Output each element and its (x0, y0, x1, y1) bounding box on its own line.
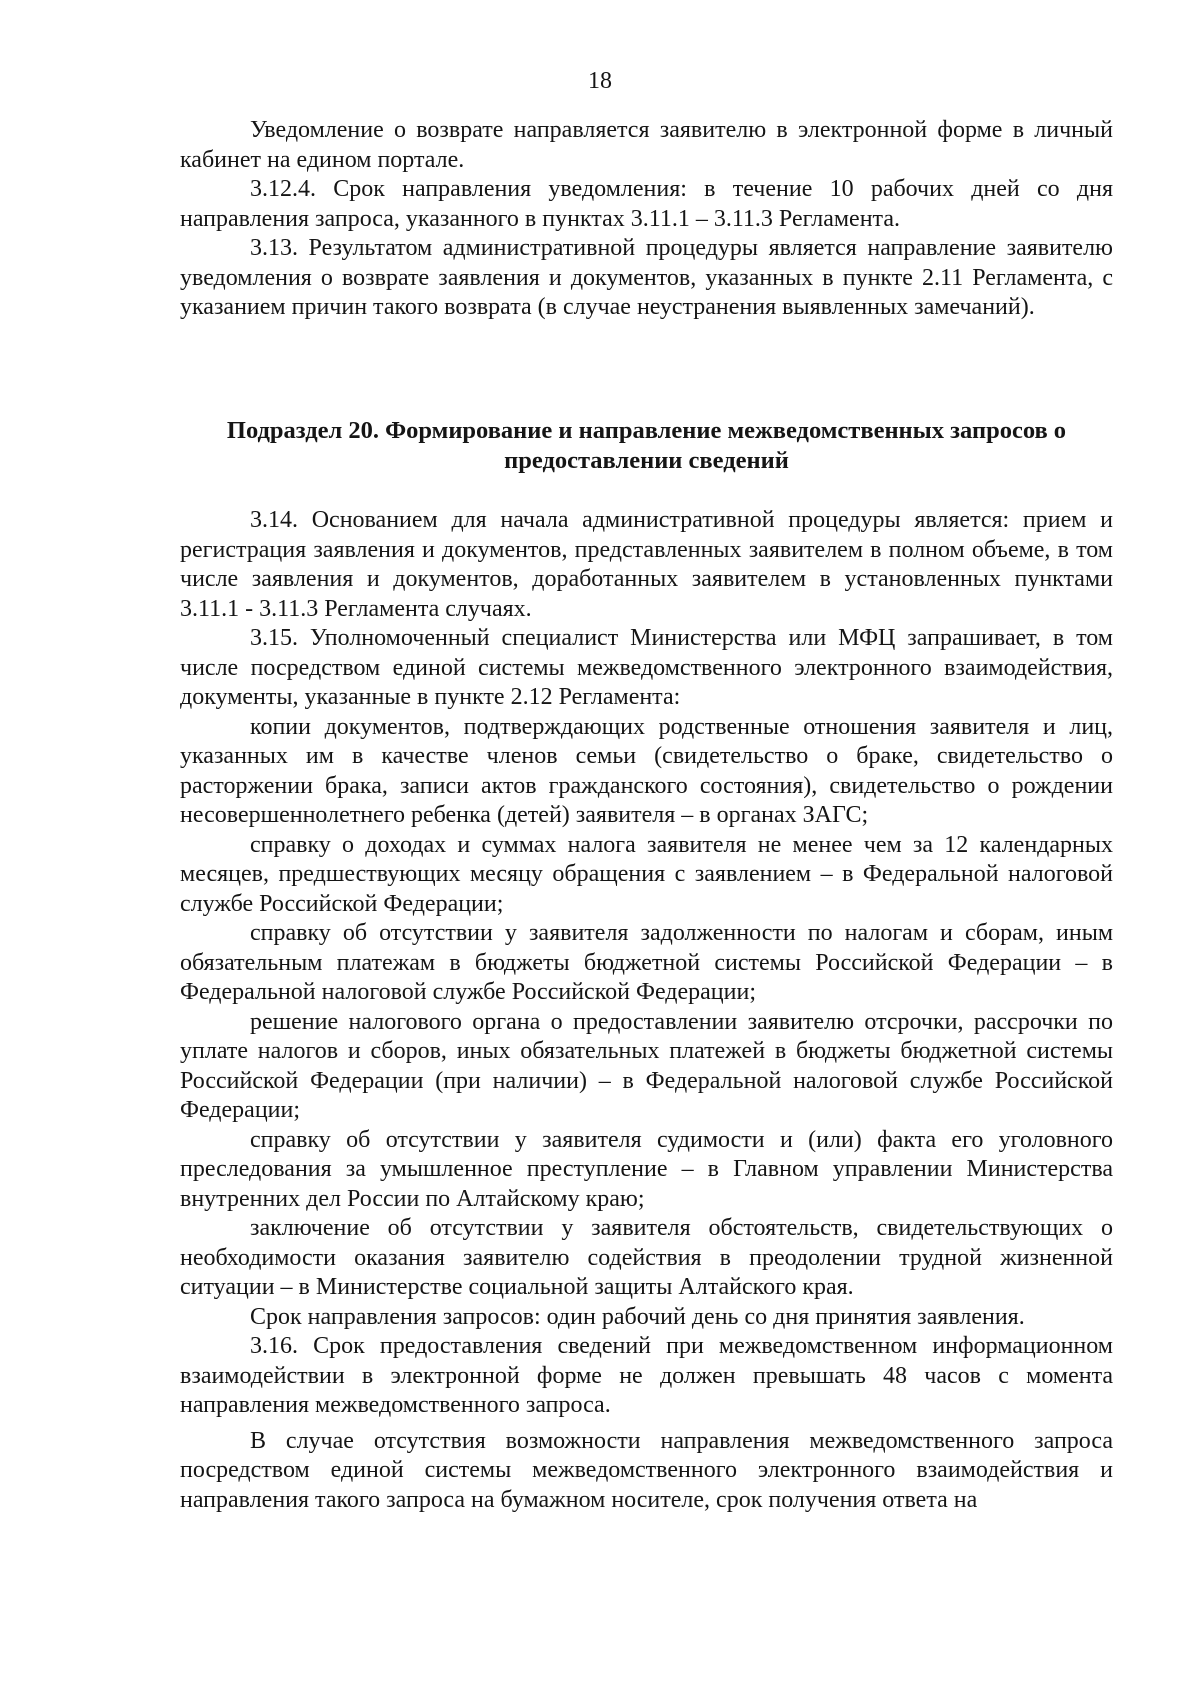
heading-line-2: предоставлении сведений (504, 447, 789, 474)
list-item-criminal-record-certificate: справку об отсутствии у заявителя судимости и (или) факта его уголовного преследования за умышленное преступление – в Главном управлении Министерства внутренних дел России по Алтайскому краю; (180, 1126, 1113, 1212)
paragraph-3-16: 3.16. Срок предоставления сведений при межведомственном информационном взаимодействии в электронной форме не должен превышать 48 часов с момента направления межведомственного запроса. (180, 1333, 1113, 1418)
heading-line-1: Подраздел 20. Формирование и направление межведомственных запросов о (226, 417, 1067, 444)
paragraph-3-13: 3.13. Результатом административной процедуры является направление заявителю уведомления о возврате заявления и документов, указанных в пункте 2.11 Регламента, с указанием причин такого возврата (в случае неустранения выявленных замечаний). (180, 235, 1113, 320)
list-item-civil-documents: копии документов, подтверждающих родственные отношения заявителя и лиц, указанных им в качестве членов семьи (свидетельство о браке, свидетельство о расторжении брака, записи актов гражданского состояния), свидетельство о рождении несовершеннолетнего ребенка (детей) заявителя – в органах ЗАГС; (180, 713, 1113, 828)
list-item-tax-debt-certificate: справку об отсутствии у заявителя задолженности по налогам и сборам, иным обязательным платежам в бюджеты бюджетной системы Российской Федерации – в Федеральной налоговой службе Российской Федерации; (180, 920, 1113, 1005)
list-item-income-certificate: справку о доходах и суммах налога заявителя не менее чем за 12 календарных месяцев, предшествующих месяцу обращения с заявлением – в Федеральной налоговой службе Российской Федерации; (180, 831, 1113, 917)
list-item-tax-deferral-decision: решение налогового органа о предоставлении заявителю отсрочки, рассрочки по уплате налогов и сборов, иных обязательных платежей в бюджеты бюджетной системы Российской Федерации (при наличии) – в Федеральной налоговой службе Российской Федерации; (180, 1008, 1113, 1123)
paragraph-3-15: 3.15. Уполномоченный специалист Министерства или МФЦ запрашивает, в том числе посредством единой системы межведомственного электронного взаимодействия, документы, указанные в пункте 2.12 Регламента: (180, 625, 1113, 710)
paragraph-request-deadline: Срок направления запросов: один рабочий день со дня принятия заявления. (250, 1303, 1025, 1330)
paragraph-3-14: 3.14. Основанием для начала административной процедуры является: прием и регистрация заявления и документов, представленных заявителем в полном объеме, в том числе заявления и документов, доработанных заявителем в установленных пунктами 3.11.1 - 3.11.3 Регламента случаях. (180, 507, 1113, 622)
page-number: 18 (588, 68, 612, 94)
paragraph-return-notice: Уведомление о возврате направляется заявителю в электронной форме в личный кабинет на едином портале. (180, 117, 1113, 173)
list-item-social-protection-conclusion: заключение об отсутствии у заявителя обстоятельств, свидетельствующих о необходимости оказания заявителю содействия в преодолении трудной жизненной ситуации – в Министерстве социальной защиты Алтайского края. (180, 1215, 1113, 1300)
subsection-heading (180, 416, 1113, 476)
body-text-block (180, 506, 1113, 1515)
paragraph-paper-request: В случае отсутствия возможности направления межведомственного запроса посредством единой системы межведомственного электронного взаимодействия и направления такого запроса на бумажном носителе, срок получения ответа на (180, 1427, 1113, 1513)
top-text-block (180, 116, 1113, 323)
paragraph-3-12-4: 3.12.4. Срок направления уведомления: в течение 10 рабочих дней со дня направления запроса, указанного в пунктах 3.11.1 – 3.11.3 Регламента. (180, 176, 1113, 232)
